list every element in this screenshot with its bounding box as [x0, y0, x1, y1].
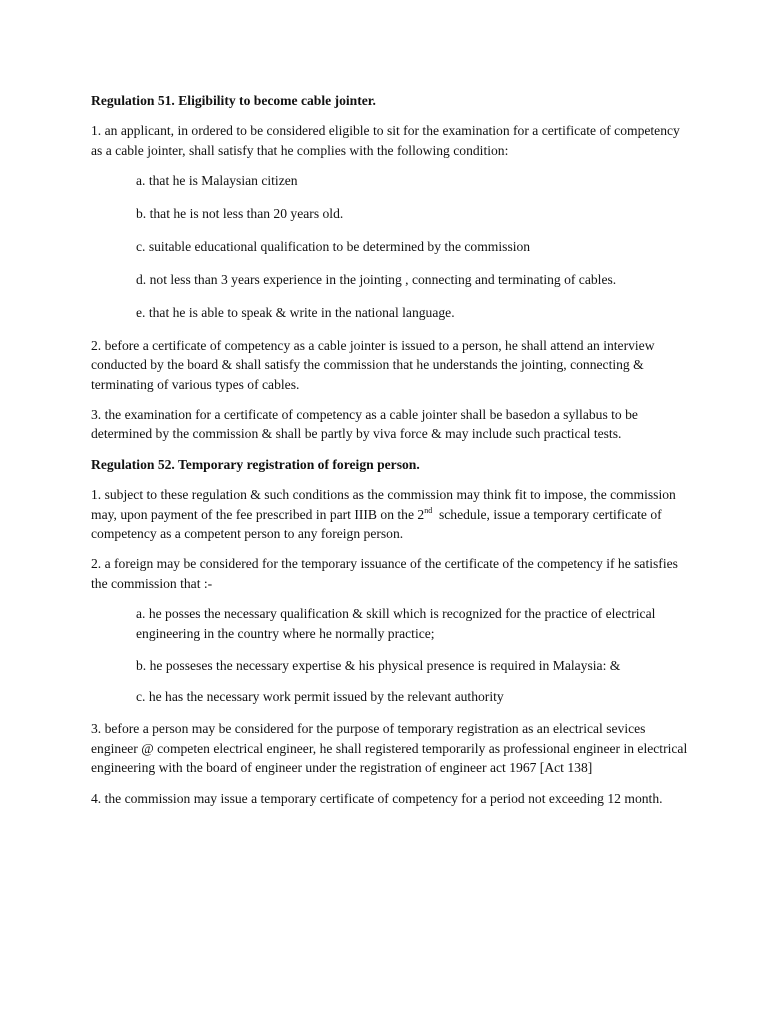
regulation-51-heading: Regulation 51. Eligibility to become cable jointer. — [91, 93, 376, 108]
regulation-51-section — [91, 91, 691, 444]
regulation-51-item-d: d. not less than 3 years experience in the jointing , connecting and terminating of cables. — [136, 271, 617, 287]
regulation-52-item-c: c. he has the necessary work permit issued by the relevant authority — [136, 689, 504, 705]
regulation-52-item-a: a. he posses the necessary qualification & skill which is recognized for the practice of electrical engineering in the country where he normally practice; — [136, 606, 656, 641]
regulation-51-paragraph-1: 1. an applicant, in ordered to be considered eligible to sit for the examination for a certificate of competency as a cable jointer, shall satisfy that he complies with the following condition: — [91, 123, 680, 158]
regulation-51-paragraph-2: 2. before a certificate of competency as a cable jointer is issued to a person, he shall attend an interview conducted by the board & shall satisfy the commission that he understands the jointing, connecting & terminating of various types of cables. — [91, 337, 655, 392]
regulation-52-section — [91, 455, 691, 808]
regulation-52-paragraph-2: 2. a foreign may be considered for the temporary issuance of the certificate of the competency if he satisfies the commission that :- — [91, 556, 678, 591]
document-page — [91, 91, 691, 819]
ordinal-superscript: nd — [424, 505, 433, 515]
regulation-51-item-a: a. that he is Malaysian citizen — [136, 173, 298, 189]
regulation-51-paragraph-3: 3. the examination for a certificate of competency as a cable jointer shall be basedon a syllabus to be determined by the commission & shall be partly by viva force & may include such practical tests. — [91, 406, 638, 442]
regulation-52-paragraph-3: 3. before a person may be considered for the purpose of temporary registration as an electrical sevices engineer @ competen electrical engineer, he shall registered temporarily as professional engineer in electrical engineering with the board of engineer under the registration of engineer act 1967 [Act 138] — [91, 721, 688, 776]
regulation-52-paragraph-1-text: 1. subject to these regulation & such conditions as the commission may think fit to impose, the commission may, upon payment of the fee prescribed in part IIIB on the 2 — [91, 487, 676, 522]
regulation-52-heading: Regulation 52. Temporary registration of foreign person. — [91, 456, 420, 472]
regulation-52-paragraph-4: 4. the commission may issue a temporary certificate of competency for a period not exceeding 12 month. — [91, 790, 663, 806]
regulation-51-item-e: e. that he is able to speak & write in the national language. — [136, 304, 455, 320]
regulation-52-paragraph-1 — [91, 485, 691, 543]
regulation-51-item-c: c. suitable educational qualification to be determined by the commission — [136, 239, 531, 255]
regulation-52-item-b: b. he posseses the necessary expertise & his physical presence is required in Malaysia: & — [136, 657, 621, 673]
regulation-52-paragraph-1-text-cont: schedule, issue a temporary certificate of competency as a competent person to any foreign person. — [91, 506, 666, 541]
regulation-51-item-b: b. that he is not less than 20 years old. — [136, 206, 344, 222]
